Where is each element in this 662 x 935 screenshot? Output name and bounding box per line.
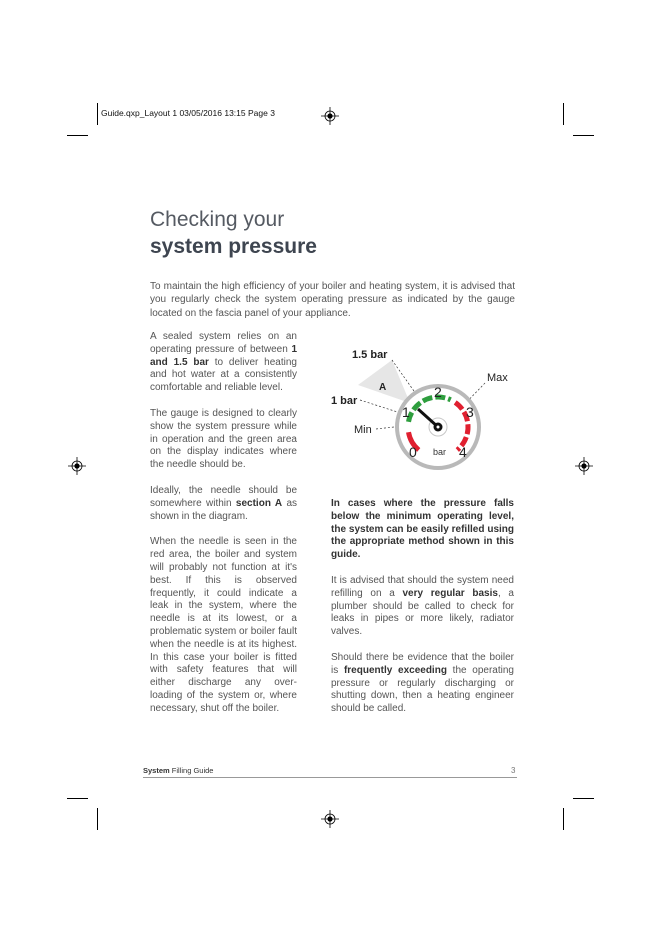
crop-mark (563, 808, 564, 830)
left-paragraph-2: The gauge is designed to clearly show the system pressure while in operation and the green area on the display indicates where the needle should be. (150, 407, 297, 471)
footer-brand: System Filling Guide (143, 766, 214, 775)
registration-mark-icon (575, 457, 593, 475)
label-1-5-bar: 1.5 bar (352, 349, 388, 361)
slug-line: Guide.qxp_Layout 1 03/05/2016 13:15 Page 3 (101, 108, 275, 118)
left-paragraph-3: Ideally, the needle should be somewhere within section A as shown in the diagram. (150, 484, 298, 522)
registration-mark-icon (321, 810, 339, 828)
page-number: 3 (511, 766, 516, 775)
crop-mark (67, 798, 88, 799)
crop-mark (573, 135, 594, 136)
registration-mark-icon (68, 457, 86, 475)
gauge-tick-3: 3 (466, 404, 474, 420)
right-paragraph-2: It is advised that should the system need refilling on a very regular basis, a plumber should be called to check for leaks in pipes or more likely, radiator valves. (331, 574, 514, 638)
crop-mark (97, 808, 98, 830)
gauge-tick-4: 4 (459, 444, 467, 460)
pressure-gauge-diagram (330, 345, 520, 475)
left-paragraph-1: A sealed system relies on an operating pressure of between 1 and 1.5 bar to deliver heating and hot water at a consistently comfortable and reliable level. (150, 331, 297, 394)
crop-mark (67, 135, 88, 136)
left-column (150, 331, 297, 729)
crop-mark (97, 103, 98, 125)
left-paragraph-4: When the needle is seen in the red area, the boiler and system will probably not function at it's best. If this is observed frequently, it could indicate a leak in the system, where the needle is at its lowest, or a problematic system or boiler fault when the needle is at its highest. In this case your boiler is fitted with safety features that will either discharge any over-loading of the system or, where necessary, shut off the boiler. (150, 536, 297, 714)
registration-mark-icon (321, 107, 339, 125)
right-paragraph-1: In cases where the pressure falls below the minimum operating level, the system can be easily refilled using the appropriate method shown in this guide. (331, 498, 514, 561)
page-title-line2: system pressure (150, 235, 317, 258)
label-section-a: A (379, 382, 387, 393)
label-1-bar: 1 bar (331, 395, 358, 407)
right-column (331, 498, 514, 729)
footer-rule (143, 777, 517, 778)
crop-mark (563, 103, 564, 125)
crop-mark (573, 798, 594, 799)
gauge-tick-0: 0 (409, 444, 417, 460)
label-min: Min (354, 424, 372, 436)
intro-paragraph: To maintain the high efficiency of your boiler and heating system, it is advised that you regularly check the system operating pressure as indicated by the gauge located on the fascia panel of your appliance. (150, 281, 515, 319)
gauge-tick-2: 2 (434, 384, 442, 400)
gauge-unit: bar (433, 447, 447, 457)
label-max: Max (487, 372, 508, 384)
page-title-line1: Checking your (150, 208, 285, 231)
right-paragraph-3: Should there be evidence that the boiler is frequently exceeding the operating pressure or regularly discharging or shutting down, then a heating engineer should be called. (331, 651, 514, 715)
gauge-tick-1: 1 (402, 404, 410, 420)
